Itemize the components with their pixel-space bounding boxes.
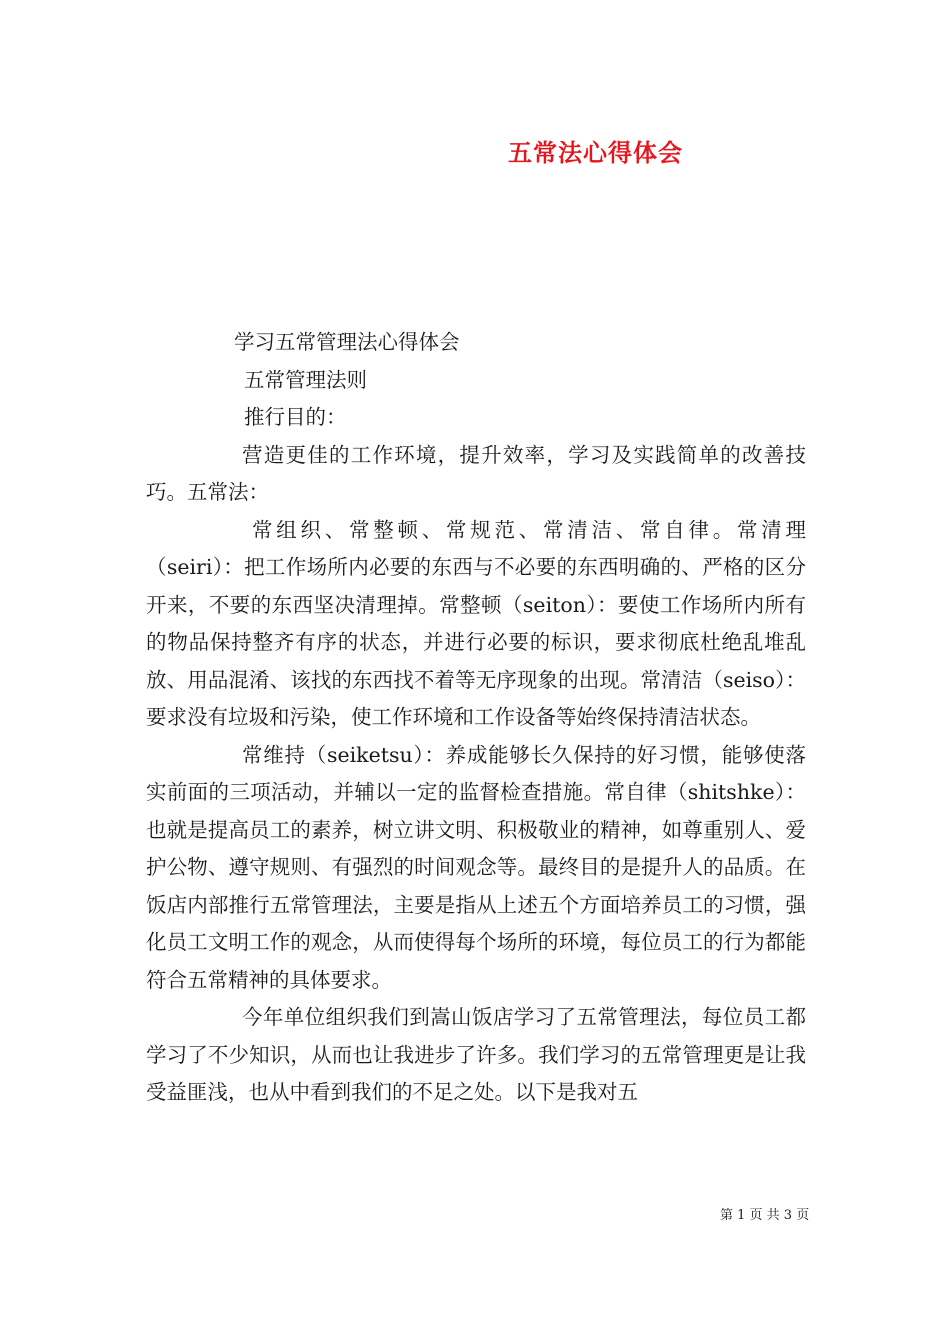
paragraph-3: 常维持（seiketsu）：养成能够长久保持的好习惯，能够使落实前面的三项活动，并辅以一定的监督检查措施。常自律（shitshke）：也就是提高员工的素养，树立讲文明、积极敬业的精神，如尊重别人、爱护公物、遵守规则、有强烈的时间观念等。最终目的是提升人的品质。在饭店内部推行五常管理法，主要是指从上述五个方面培养员工的习惯，强化员工文明工作的观念，从而使得每个场所的环境，每位员工的行为都能符合五常精神的具体要求。	[146, 742, 806, 992]
document-title: 五常法心得体会	[508, 138, 683, 167]
paragraph-4: 今年单位组织我们到嵩山饭店学习了五常管理法，每位员工都学习了不少知识，从而也让我进步了许多。我们学习的五常管理更是让我受益匪浅，也从中看到我们的不足之处。以下是我对五	[146, 1005, 806, 1104]
purpose-label: 推行目的：	[244, 405, 347, 429]
document-body	[146, 324, 806, 1112]
heading-line: 学习五常管理法心得体会	[234, 330, 460, 354]
page-number-footer: 第 1 页 共 3 页	[720, 1208, 810, 1223]
paragraph-1: 营造更佳的工作环境，提升效率，学习及实践简单的改善技巧。五常法：	[146, 442, 806, 504]
paragraph-2: 常组织、常整顿、常规范、常清洁、常自律。常清理（seiri）：把工作场所内必要的东西与不必要的东西明确的、严格的区分开来，不要的东西坚决清理掉。常整顿（seiton）：要使工作场所内所有的物品保持整齐有序的状态，并进行必要的标识，要求彻底杜绝乱堆乱放、用品混淆、该找的东西找不着等无序现象的出现。常清洁（seiso）：要求没有垃圾和污染，使工作环境和工作设备等始终保持清洁状态。	[146, 517, 806, 729]
subheading-line: 五常管理法则	[244, 367, 367, 392]
